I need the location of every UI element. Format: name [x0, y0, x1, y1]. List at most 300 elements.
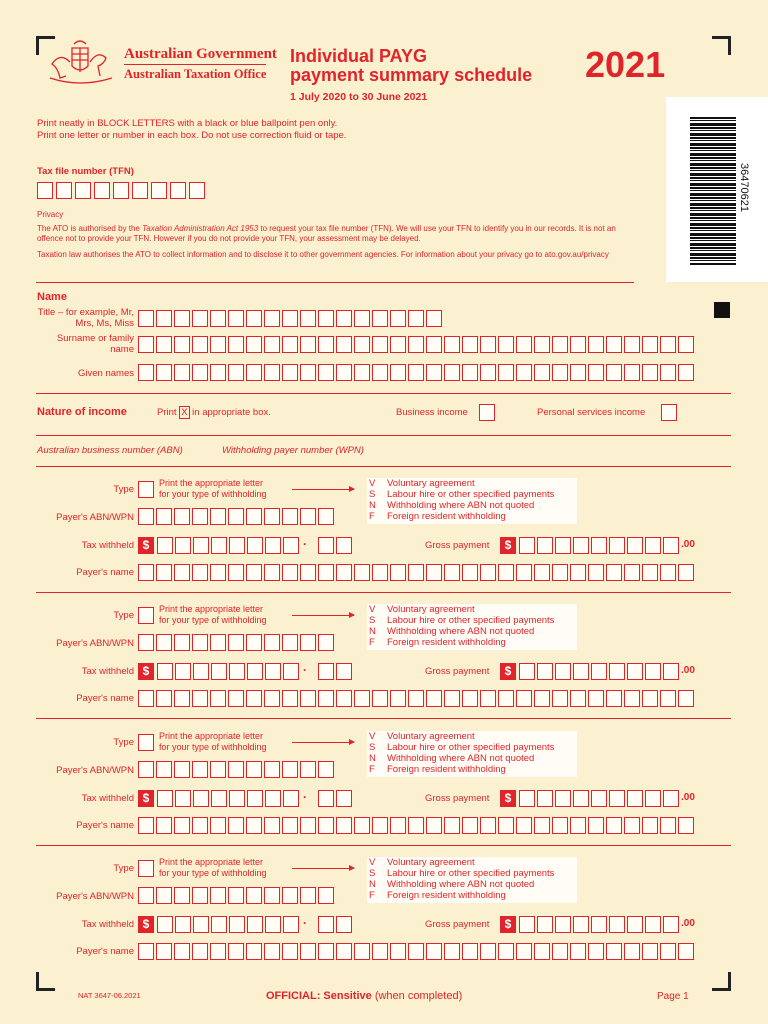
char-box[interactable]: [552, 336, 568, 353]
char-box[interactable]: [591, 663, 607, 680]
char-box[interactable]: [480, 564, 496, 581]
char-box[interactable]: [210, 508, 226, 525]
char-box[interactable]: [606, 564, 622, 581]
char-box[interactable]: [480, 943, 496, 960]
char-box[interactable]: [645, 663, 661, 680]
char-box[interactable]: [174, 690, 190, 707]
char-box[interactable]: [318, 761, 334, 778]
payer-abn-boxes[interactable]: [138, 634, 334, 651]
char-box[interactable]: [462, 690, 478, 707]
char-box[interactable]: [660, 364, 676, 381]
tax-withheld-boxes[interactable]: [157, 790, 299, 807]
char-box[interactable]: [660, 690, 676, 707]
char-box[interactable]: [498, 690, 514, 707]
char-box[interactable]: [138, 634, 154, 651]
char-box[interactable]: [211, 916, 227, 933]
char-box[interactable]: [157, 663, 173, 680]
char-box[interactable]: [555, 790, 571, 807]
char-box[interactable]: [372, 817, 388, 834]
char-box[interactable]: [318, 690, 334, 707]
char-box[interactable]: [210, 690, 226, 707]
char-box[interactable]: [318, 943, 334, 960]
char-box[interactable]: [246, 336, 262, 353]
char-box[interactable]: [282, 690, 298, 707]
payer-abn-boxes[interactable]: [138, 508, 334, 525]
char-box[interactable]: [336, 663, 352, 680]
char-box[interactable]: [606, 690, 622, 707]
char-box[interactable]: [283, 916, 299, 933]
char-box[interactable]: [318, 508, 334, 525]
char-box[interactable]: [156, 887, 172, 904]
char-box[interactable]: [211, 790, 227, 807]
char-box[interactable]: [426, 364, 442, 381]
char-box[interactable]: [354, 364, 370, 381]
char-box[interactable]: [570, 690, 586, 707]
char-box[interactable]: [480, 690, 496, 707]
char-box[interactable]: [246, 508, 262, 525]
char-box[interactable]: [228, 364, 244, 381]
char-box[interactable]: [193, 916, 209, 933]
char-box[interactable]: [228, 564, 244, 581]
payer-name-boxes[interactable]: [138, 817, 694, 834]
char-box[interactable]: [624, 817, 640, 834]
char-box[interactable]: [372, 336, 388, 353]
char-box[interactable]: [265, 916, 281, 933]
char-box[interactable]: [56, 182, 72, 199]
char-box[interactable]: [175, 537, 191, 554]
char-box[interactable]: [300, 690, 316, 707]
char-box[interactable]: [336, 564, 352, 581]
char-box[interactable]: [627, 537, 643, 554]
tax-withheld-cents-boxes[interactable]: [318, 916, 352, 933]
char-box[interactable]: [192, 634, 208, 651]
char-box[interactable]: [663, 537, 679, 554]
char-box[interactable]: [336, 916, 352, 933]
char-box[interactable]: [265, 790, 281, 807]
tax-withheld-boxes[interactable]: [157, 663, 299, 680]
char-box[interactable]: [318, 364, 334, 381]
char-box[interactable]: [300, 310, 316, 327]
char-box[interactable]: [462, 564, 478, 581]
char-box[interactable]: [228, 310, 244, 327]
char-box[interactable]: [192, 887, 208, 904]
char-box[interactable]: [170, 182, 186, 199]
char-box[interactable]: [570, 564, 586, 581]
char-box[interactable]: [246, 943, 262, 960]
char-box[interactable]: [113, 182, 129, 199]
char-box[interactable]: [174, 310, 190, 327]
char-box[interactable]: [390, 336, 406, 353]
char-box[interactable]: [228, 887, 244, 904]
char-box[interactable]: [606, 817, 622, 834]
char-box[interactable]: [336, 364, 352, 381]
char-box[interactable]: [678, 817, 694, 834]
char-box[interactable]: [282, 310, 298, 327]
char-box[interactable]: [588, 690, 604, 707]
char-box[interactable]: [627, 663, 643, 680]
tax-withheld-cents-boxes[interactable]: [318, 663, 352, 680]
char-box[interactable]: [552, 943, 568, 960]
char-box[interactable]: [642, 336, 658, 353]
char-box[interactable]: [175, 790, 191, 807]
char-box[interactable]: [462, 817, 478, 834]
char-box[interactable]: [174, 364, 190, 381]
char-box[interactable]: [645, 537, 661, 554]
char-box[interactable]: [390, 817, 406, 834]
type-box[interactable]: [138, 734, 154, 751]
char-box[interactable]: [408, 310, 424, 327]
char-box[interactable]: [408, 336, 424, 353]
char-box[interactable]: [609, 790, 625, 807]
char-box[interactable]: [408, 364, 424, 381]
char-box[interactable]: [246, 364, 262, 381]
char-box[interactable]: [264, 690, 280, 707]
char-box[interactable]: [642, 690, 658, 707]
char-box[interactable]: [247, 663, 263, 680]
char-box[interactable]: [462, 943, 478, 960]
char-box[interactable]: [174, 887, 190, 904]
char-box[interactable]: [174, 564, 190, 581]
char-box[interactable]: [138, 508, 154, 525]
char-box[interactable]: [246, 310, 262, 327]
char-box[interactable]: [138, 336, 154, 353]
tax-withheld-boxes[interactable]: [157, 537, 299, 554]
char-box[interactable]: [282, 508, 298, 525]
char-box[interactable]: [570, 364, 586, 381]
char-box[interactable]: [519, 663, 535, 680]
char-box[interactable]: [573, 537, 589, 554]
char-box[interactable]: [606, 364, 622, 381]
char-box[interactable]: [372, 364, 388, 381]
char-box[interactable]: [318, 817, 334, 834]
char-box[interactable]: [537, 537, 553, 554]
char-box[interactable]: [229, 916, 245, 933]
char-box[interactable]: [519, 916, 535, 933]
char-box[interactable]: [94, 182, 110, 199]
char-box[interactable]: [192, 364, 208, 381]
char-box[interactable]: [645, 916, 661, 933]
char-box[interactable]: [300, 564, 316, 581]
char-box[interactable]: [555, 916, 571, 933]
char-box[interactable]: [156, 943, 172, 960]
char-box[interactable]: [609, 663, 625, 680]
char-box[interactable]: [318, 663, 334, 680]
char-box[interactable]: [573, 663, 589, 680]
char-box[interactable]: [534, 690, 550, 707]
tax-withheld-cents-boxes[interactable]: [318, 790, 352, 807]
char-box[interactable]: [444, 336, 460, 353]
char-box[interactable]: [300, 634, 316, 651]
char-box[interactable]: [444, 690, 460, 707]
char-box[interactable]: [498, 564, 514, 581]
char-box[interactable]: [157, 916, 173, 933]
payer-abn-boxes[interactable]: [138, 761, 334, 778]
char-box[interactable]: [246, 761, 262, 778]
char-box[interactable]: [663, 790, 679, 807]
char-box[interactable]: [444, 817, 460, 834]
char-box[interactable]: [336, 790, 352, 807]
char-box[interactable]: [534, 817, 550, 834]
char-box[interactable]: [264, 310, 280, 327]
char-box[interactable]: [516, 817, 532, 834]
payer-abn-boxes[interactable]: [138, 887, 334, 904]
char-box[interactable]: [354, 310, 370, 327]
char-box[interactable]: [247, 537, 263, 554]
char-box[interactable]: [210, 310, 226, 327]
char-box[interactable]: [372, 310, 388, 327]
char-box[interactable]: [282, 887, 298, 904]
char-box[interactable]: [264, 364, 280, 381]
char-box[interactable]: [138, 943, 154, 960]
char-box[interactable]: [573, 790, 589, 807]
char-box[interactable]: [390, 943, 406, 960]
char-box[interactable]: [300, 761, 316, 778]
char-box[interactable]: [678, 564, 694, 581]
char-box[interactable]: [283, 790, 299, 807]
char-box[interactable]: [390, 690, 406, 707]
char-box[interactable]: [624, 364, 640, 381]
char-box[interactable]: [516, 943, 532, 960]
char-box[interactable]: [627, 916, 643, 933]
char-box[interactable]: [282, 943, 298, 960]
char-box[interactable]: [193, 537, 209, 554]
char-box[interactable]: [336, 537, 352, 554]
char-box[interactable]: [591, 916, 607, 933]
char-box[interactable]: [192, 761, 208, 778]
char-box[interactable]: [228, 761, 244, 778]
char-box[interactable]: [606, 943, 622, 960]
char-box[interactable]: [426, 817, 442, 834]
char-box[interactable]: [318, 887, 334, 904]
char-box[interactable]: [516, 364, 532, 381]
char-box[interactable]: [156, 634, 172, 651]
char-box[interactable]: [282, 761, 298, 778]
char-box[interactable]: [138, 310, 154, 327]
char-box[interactable]: [426, 690, 442, 707]
char-box[interactable]: [193, 790, 209, 807]
char-box[interactable]: [37, 182, 53, 199]
char-box[interactable]: [519, 790, 535, 807]
type-box[interactable]: [138, 481, 154, 498]
char-box[interactable]: [138, 364, 154, 381]
char-box[interactable]: [75, 182, 91, 199]
char-box[interactable]: [246, 564, 262, 581]
char-box[interactable]: [189, 182, 205, 199]
char-box[interactable]: [372, 564, 388, 581]
char-box[interactable]: [552, 817, 568, 834]
char-box[interactable]: [570, 336, 586, 353]
char-box[interactable]: [156, 310, 172, 327]
char-box[interactable]: [228, 943, 244, 960]
char-box[interactable]: [480, 336, 496, 353]
char-box[interactable]: [318, 634, 334, 651]
char-box[interactable]: [210, 943, 226, 960]
tfn-boxes[interactable]: [37, 182, 205, 199]
char-box[interactable]: [588, 564, 604, 581]
char-box[interactable]: [283, 663, 299, 680]
char-box[interactable]: [462, 364, 478, 381]
char-box[interactable]: [660, 336, 676, 353]
char-box[interactable]: [300, 336, 316, 353]
char-box[interactable]: [660, 943, 676, 960]
char-box[interactable]: [174, 634, 190, 651]
char-box[interactable]: [516, 564, 532, 581]
char-box[interactable]: [624, 336, 640, 353]
char-box[interactable]: [555, 663, 571, 680]
title-boxes[interactable]: [138, 310, 442, 327]
char-box[interactable]: [516, 336, 532, 353]
given-names-boxes[interactable]: [138, 364, 694, 381]
char-box[interactable]: [519, 537, 535, 554]
char-box[interactable]: [210, 364, 226, 381]
gross-payment-boxes[interactable]: [519, 916, 679, 933]
char-box[interactable]: [318, 336, 334, 353]
char-box[interactable]: [534, 564, 550, 581]
char-box[interactable]: [174, 336, 190, 353]
surname-boxes[interactable]: [138, 336, 694, 353]
char-box[interactable]: [588, 364, 604, 381]
char-box[interactable]: [609, 537, 625, 554]
char-box[interactable]: [609, 916, 625, 933]
char-box[interactable]: [264, 508, 280, 525]
char-box[interactable]: [426, 336, 442, 353]
char-box[interactable]: [372, 943, 388, 960]
char-box[interactable]: [264, 887, 280, 904]
char-box[interactable]: [552, 364, 568, 381]
char-box[interactable]: [228, 336, 244, 353]
char-box[interactable]: [336, 336, 352, 353]
char-box[interactable]: [211, 663, 227, 680]
char-box[interactable]: [354, 336, 370, 353]
char-box[interactable]: [192, 690, 208, 707]
char-box[interactable]: [660, 817, 676, 834]
char-box[interactable]: [300, 817, 316, 834]
char-box[interactable]: [210, 564, 226, 581]
char-box[interactable]: [175, 916, 191, 933]
char-box[interactable]: [156, 564, 172, 581]
tax-withheld-cents-boxes[interactable]: [318, 537, 352, 554]
char-box[interactable]: [283, 537, 299, 554]
char-box[interactable]: [228, 508, 244, 525]
type-box[interactable]: [138, 607, 154, 624]
char-box[interactable]: [229, 790, 245, 807]
char-box[interactable]: [138, 564, 154, 581]
char-box[interactable]: [265, 537, 281, 554]
char-box[interactable]: [537, 790, 553, 807]
char-box[interactable]: [265, 663, 281, 680]
char-box[interactable]: [444, 564, 460, 581]
char-box[interactable]: [300, 508, 316, 525]
char-box[interactable]: [642, 943, 658, 960]
char-box[interactable]: [192, 943, 208, 960]
char-box[interactable]: [264, 943, 280, 960]
char-box[interactable]: [192, 310, 208, 327]
char-box[interactable]: [151, 182, 167, 199]
char-box[interactable]: [264, 564, 280, 581]
char-box[interactable]: [300, 943, 316, 960]
char-box[interactable]: [408, 943, 424, 960]
char-box[interactable]: [390, 364, 406, 381]
char-box[interactable]: [336, 310, 352, 327]
char-box[interactable]: [156, 761, 172, 778]
char-box[interactable]: [282, 336, 298, 353]
char-box[interactable]: [408, 564, 424, 581]
char-box[interactable]: [247, 790, 263, 807]
char-box[interactable]: [480, 817, 496, 834]
char-box[interactable]: [157, 537, 173, 554]
char-box[interactable]: [174, 761, 190, 778]
char-box[interactable]: [624, 943, 640, 960]
char-box[interactable]: [498, 364, 514, 381]
gross-payment-boxes[interactable]: [519, 790, 679, 807]
char-box[interactable]: [156, 364, 172, 381]
char-box[interactable]: [174, 943, 190, 960]
char-box[interactable]: [138, 817, 154, 834]
personal-services-checkbox[interactable]: [661, 404, 677, 421]
char-box[interactable]: [318, 564, 334, 581]
type-box[interactable]: [138, 860, 154, 877]
char-box[interactable]: [444, 364, 460, 381]
char-box[interactable]: [193, 663, 209, 680]
char-box[interactable]: [390, 310, 406, 327]
char-box[interactable]: [354, 943, 370, 960]
char-box[interactable]: [336, 817, 352, 834]
char-box[interactable]: [426, 943, 442, 960]
char-box[interactable]: [534, 364, 550, 381]
char-box[interactable]: [336, 690, 352, 707]
char-box[interactable]: [138, 887, 154, 904]
char-box[interactable]: [498, 336, 514, 353]
char-box[interactable]: [498, 817, 514, 834]
payer-name-boxes[interactable]: [138, 690, 694, 707]
char-box[interactable]: [537, 663, 553, 680]
gross-payment-boxes[interactable]: [519, 537, 679, 554]
char-box[interactable]: [426, 564, 442, 581]
payer-name-boxes[interactable]: [138, 564, 694, 581]
char-box[interactable]: [354, 817, 370, 834]
char-box[interactable]: [570, 817, 586, 834]
char-box[interactable]: [246, 690, 262, 707]
char-box[interactable]: [444, 943, 460, 960]
char-box[interactable]: [537, 916, 553, 933]
char-box[interactable]: [282, 817, 298, 834]
char-box[interactable]: [516, 690, 532, 707]
char-box[interactable]: [408, 817, 424, 834]
char-box[interactable]: [624, 564, 640, 581]
char-box[interactable]: [210, 634, 226, 651]
char-box[interactable]: [570, 943, 586, 960]
char-box[interactable]: [408, 690, 424, 707]
char-box[interactable]: [663, 663, 679, 680]
char-box[interactable]: [192, 336, 208, 353]
char-box[interactable]: [174, 508, 190, 525]
char-box[interactable]: [591, 537, 607, 554]
char-box[interactable]: [174, 817, 190, 834]
char-box[interactable]: [642, 817, 658, 834]
tax-withheld-boxes[interactable]: [157, 916, 299, 933]
char-box[interactable]: [175, 663, 191, 680]
char-box[interactable]: [426, 310, 442, 327]
char-box[interactable]: [678, 336, 694, 353]
char-box[interactable]: [552, 690, 568, 707]
char-box[interactable]: [210, 887, 226, 904]
char-box[interactable]: [390, 564, 406, 581]
char-box[interactable]: [678, 690, 694, 707]
char-box[interactable]: [534, 336, 550, 353]
char-box[interactable]: [282, 364, 298, 381]
char-box[interactable]: [678, 364, 694, 381]
char-box[interactable]: [228, 817, 244, 834]
